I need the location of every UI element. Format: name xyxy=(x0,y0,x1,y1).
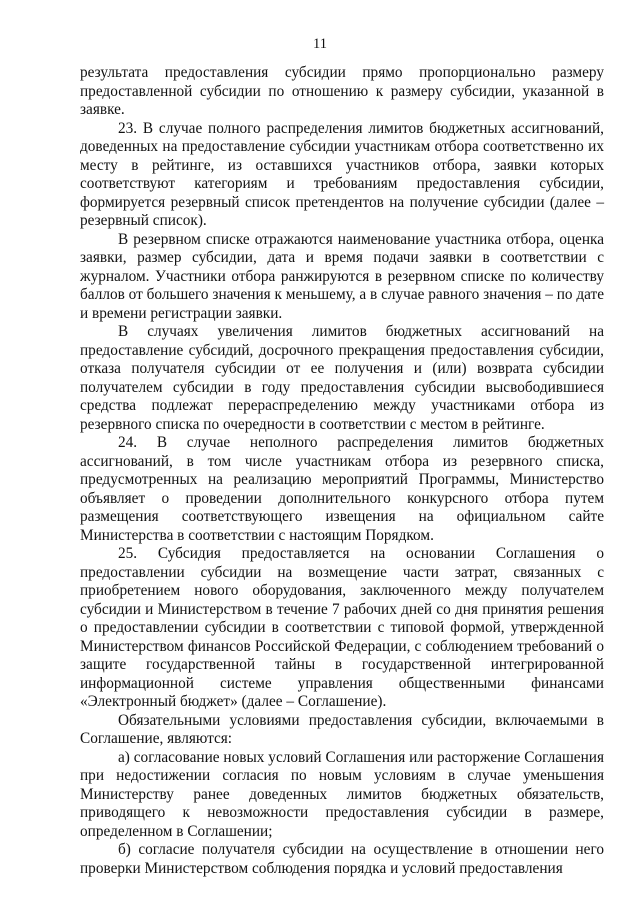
paragraph-mandatory-conditions: Обязательными условиями предоставления субсидии, включаемыми в Соглашение, являются: xyxy=(80,711,604,747)
paragraph-item-23: 23. В случае полного распределения лимитов бюджетных ассигнований, доведенных на предоставление субсидии участникам отбора соответственно их месту в рейтинге, из оставшихся участников отбора, заявки которых соответствуют категориям и требованиям предоставления субсидии, формируется резервный список претендентов на получение субсидии (далее – резервный список). xyxy=(80,119,604,229)
document-body xyxy=(80,64,604,878)
paragraph-item-25: 25. Субсидия предоставляется на основании Соглашения о предоставлении субсидии на возмещение части затрат, связанных с приобретением нового оборудования, заключенного между получателем субсидии и Министерством в течение 7 рабочих дней со дня принятия решения о предоставлении субсидии в соответствии с типовой формой, утвержденной Министерством финансов Российской Федерации, с соблюдением требований о защите государственной тайны в государственной интегрированной информационной системе управления общественными финансами «Электронный бюджет» (далее – Соглашение). xyxy=(80,545,604,710)
page-number: 11 xyxy=(313,36,327,52)
paragraph-continuation: результата предоставления субсидии прямо пропорционально размеру предоставленной субсидии по отношению к размеру субсидии, указанной в заявке. xyxy=(80,64,604,118)
paragraph-condition-b: б) согласие получателя субсидии на осуществление в отношении него проверки Министерством соблюдения порядка и условий предоставления xyxy=(80,841,604,877)
paragraph-reallocation: В случаях увеличения лимитов бюджетных ассигнований на предоставление субсидий, досрочного прекращения предоставления субсидии, отказа получателя субсидии от ее получения и (или) возврата субсидии получателем субсидии в году предоставления субсидии высвободившиеся средства подлежат перераспределению между участниками отбора из резервного списка по очередности в соответствии с местом в рейтинге. xyxy=(80,323,604,433)
paragraph-reserve-list-contents: В резервном списке отражаются наименование участника отбора, оценка заявки, размер субсидии, дата и время подачи заявки в соответствии с журналом. Участники отбора ранжируются в резервном списке по количеству баллов от большего значения к меньшему, а в случае равного значения – по дате и времени регистрации заявки. xyxy=(80,230,605,322)
paragraph-item-24: 24. В случае неполного распределения лимитов бюджетных ассигнований, в том числе участникам отбора из резервного списка, предусмотренных на реализацию мероприятий Программы, Министерство объявляет о проведении дополнительного конкурсного отбора путем размещения соответствующего извещения на официальном сайте Министерства в соответствии с настоящим Порядком. xyxy=(80,434,604,544)
paragraph-condition-a: а) согласование новых условий Соглашения или расторжение Соглашения при недостижении согласия по новым условиям в случае уменьшения Министерству ранее доведенных лимитов бюджетных обязательств, приводящего к невозможности предоставления субсидии в размере, определенном в Соглашении; xyxy=(80,748,604,840)
